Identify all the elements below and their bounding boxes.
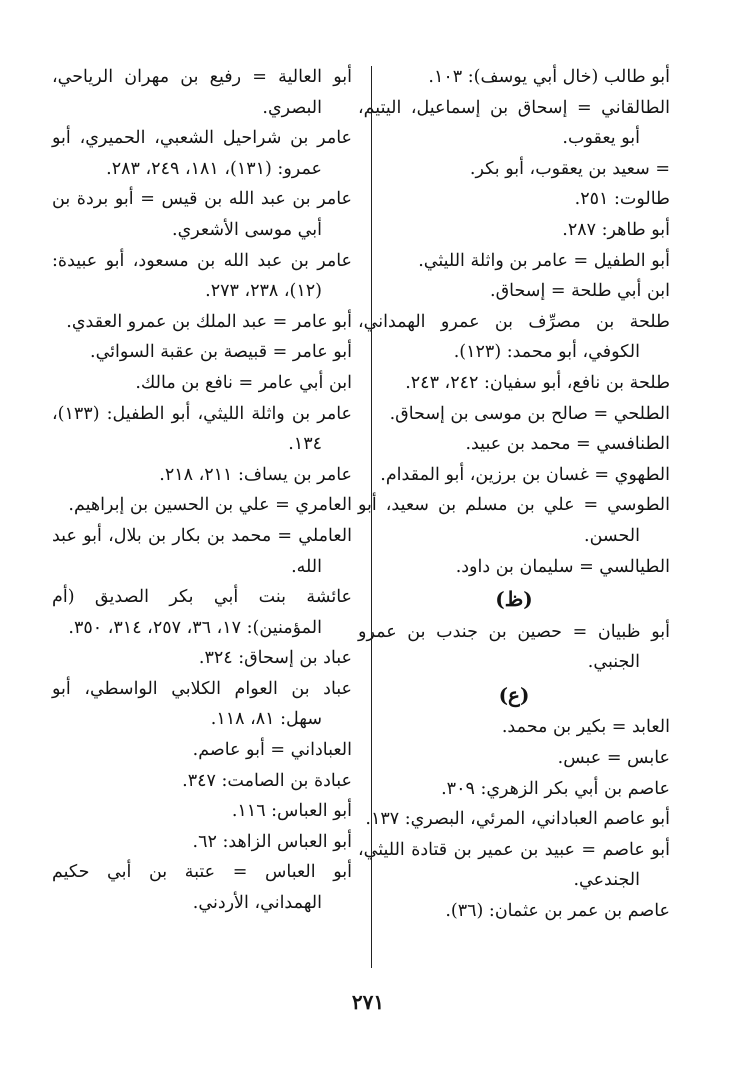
left-column (52, 62, 352, 919)
index-entry: أبو ظبيان = حصين بن جندب بن عمرو الجنبي. (358, 621, 670, 673)
index-entry: طلحة بن مصرِّف بن عمرو الهمداني، الكوفي، أبو محمد: (١٢٣). (358, 311, 670, 363)
index-entry: ابن أبي طلحة = إسحاق. (490, 281, 670, 302)
index-entry: طلحة بن نافع، أبو سفيان: ٢٤٢، ٢٤٣. (405, 372, 670, 393)
index-entry: الطوسي = علي بن مسلم بن سعيد، أبو الحسن. (358, 495, 670, 546)
index-entry: عامر بن واثلة الليثي، أبو الطفيل: (١٣٣)، ١٣٤. (52, 403, 352, 455)
index-entry: ابن أبي عامر = نافع بن مالك. (135, 372, 352, 393)
index-entry: عابس = عبس. (557, 748, 670, 769)
index-entry: الطهوي = غسان بن برزين، أبو المقدام. (380, 464, 670, 485)
index-entry: أبو العباس = عتبة بن أبي حكيم الهمداني، الأردني. (52, 862, 352, 914)
index-entry: = سعيد بن يعقوب، أبو بكر. (469, 158, 670, 179)
column-divider (371, 66, 372, 968)
index-entry: أبو عاصم العباداني، المرئي، البصري: ١٣٧. (365, 809, 670, 830)
index-entry: العباداني = أبو عاصم. (192, 740, 352, 761)
index-entry: أبو العباس: ١١٦. (231, 801, 352, 822)
index-entry: عامر بن عبد الله بن قيس = أبو بردة بن أبي موسى الأشعري. (52, 189, 352, 240)
index-entry: العاملي = محمد بن بكار بن بلال، أبو عبد الله. (52, 525, 352, 577)
section-heading-ain: (ع) (498, 682, 530, 707)
index-entry: الطلحي = صالح بن موسى بن إسحاق. (389, 403, 670, 424)
index-entry: عبادة بن الصامت: ٣٤٧. (182, 770, 352, 791)
index-entry: عامر بن يساف: ٢١١، ٢١٨. (159, 464, 352, 485)
index-entry: أبو العباس الزاهد: ٦٢. (192, 831, 352, 852)
index-entry: الطالقاني = إسحاق بن إسماعيل، اليتيم، أبو يعقوب. (358, 97, 670, 149)
index-entry: أبو العالية = رفيع بن مهران الرياحي، البصري. (52, 67, 352, 118)
index-entry: الطيالسي = سليمان بن داود. (455, 556, 670, 577)
index-entry: عباد بن إسحاق: ٣٢٤. (198, 648, 352, 669)
index-entry: أبو طالب (خال أبي يوسف): ١٠٣. (428, 67, 670, 87)
right-column (358, 62, 670, 927)
index-entry: أبو طاهر: ٢٨٧. (562, 219, 670, 240)
index-entry: عاصم بن عمر بن عثمان: (٣٦). (445, 901, 670, 922)
index-entry: عباد بن العوام الكلابي الواسطي، أبو سهل: ٨١، ١١٨. (52, 678, 352, 730)
index-entry: عاصم بن أبي بكر الزهري: ٣٠٩. (441, 778, 670, 799)
index-entry: الطنافسي = محمد بن عبيد. (465, 434, 670, 455)
index-entry: عامر بن عبد الله بن مسعود، أبو عبيدة: (١٢)، ٢٣٨، ٢٧٣. (52, 250, 352, 302)
index-entry: العابد = بكير بن محمد. (501, 717, 670, 738)
index-entry: أبو عامر = عبد الملك بن عمرو العقدي. (66, 311, 352, 332)
index-entry: عامر بن شراحيل الشعبي، الحميري، أبو عمرو: (١٣١)، ١٨١، ٢٤٩، ٢٨٣. (52, 128, 352, 179)
index-entry: أبو عاصم = عبيد بن عمير بن قتادة الليثي، الجندعي. (358, 839, 670, 891)
index-entry: طالوت: ٢٥١. (574, 189, 670, 210)
index-entry: العامري = علي بن الحسين بن إبراهيم. (68, 495, 352, 516)
section-heading-zha: (ظ) (495, 587, 533, 612)
index-entry: عائشة بنت أبي بكر الصديق (أم المؤمنين): ١٧، ٣٦، ٢٥٧، ٣١٤، ٣٥٠. (52, 587, 352, 638)
index-entry: أبو عامر = قبيصة بن عقبة السوائي. (90, 342, 352, 363)
page-number: ٢٧١ (351, 990, 385, 1014)
index-entry: أبو الطفيل = عامر بن واثلة الليثي. (418, 250, 670, 271)
